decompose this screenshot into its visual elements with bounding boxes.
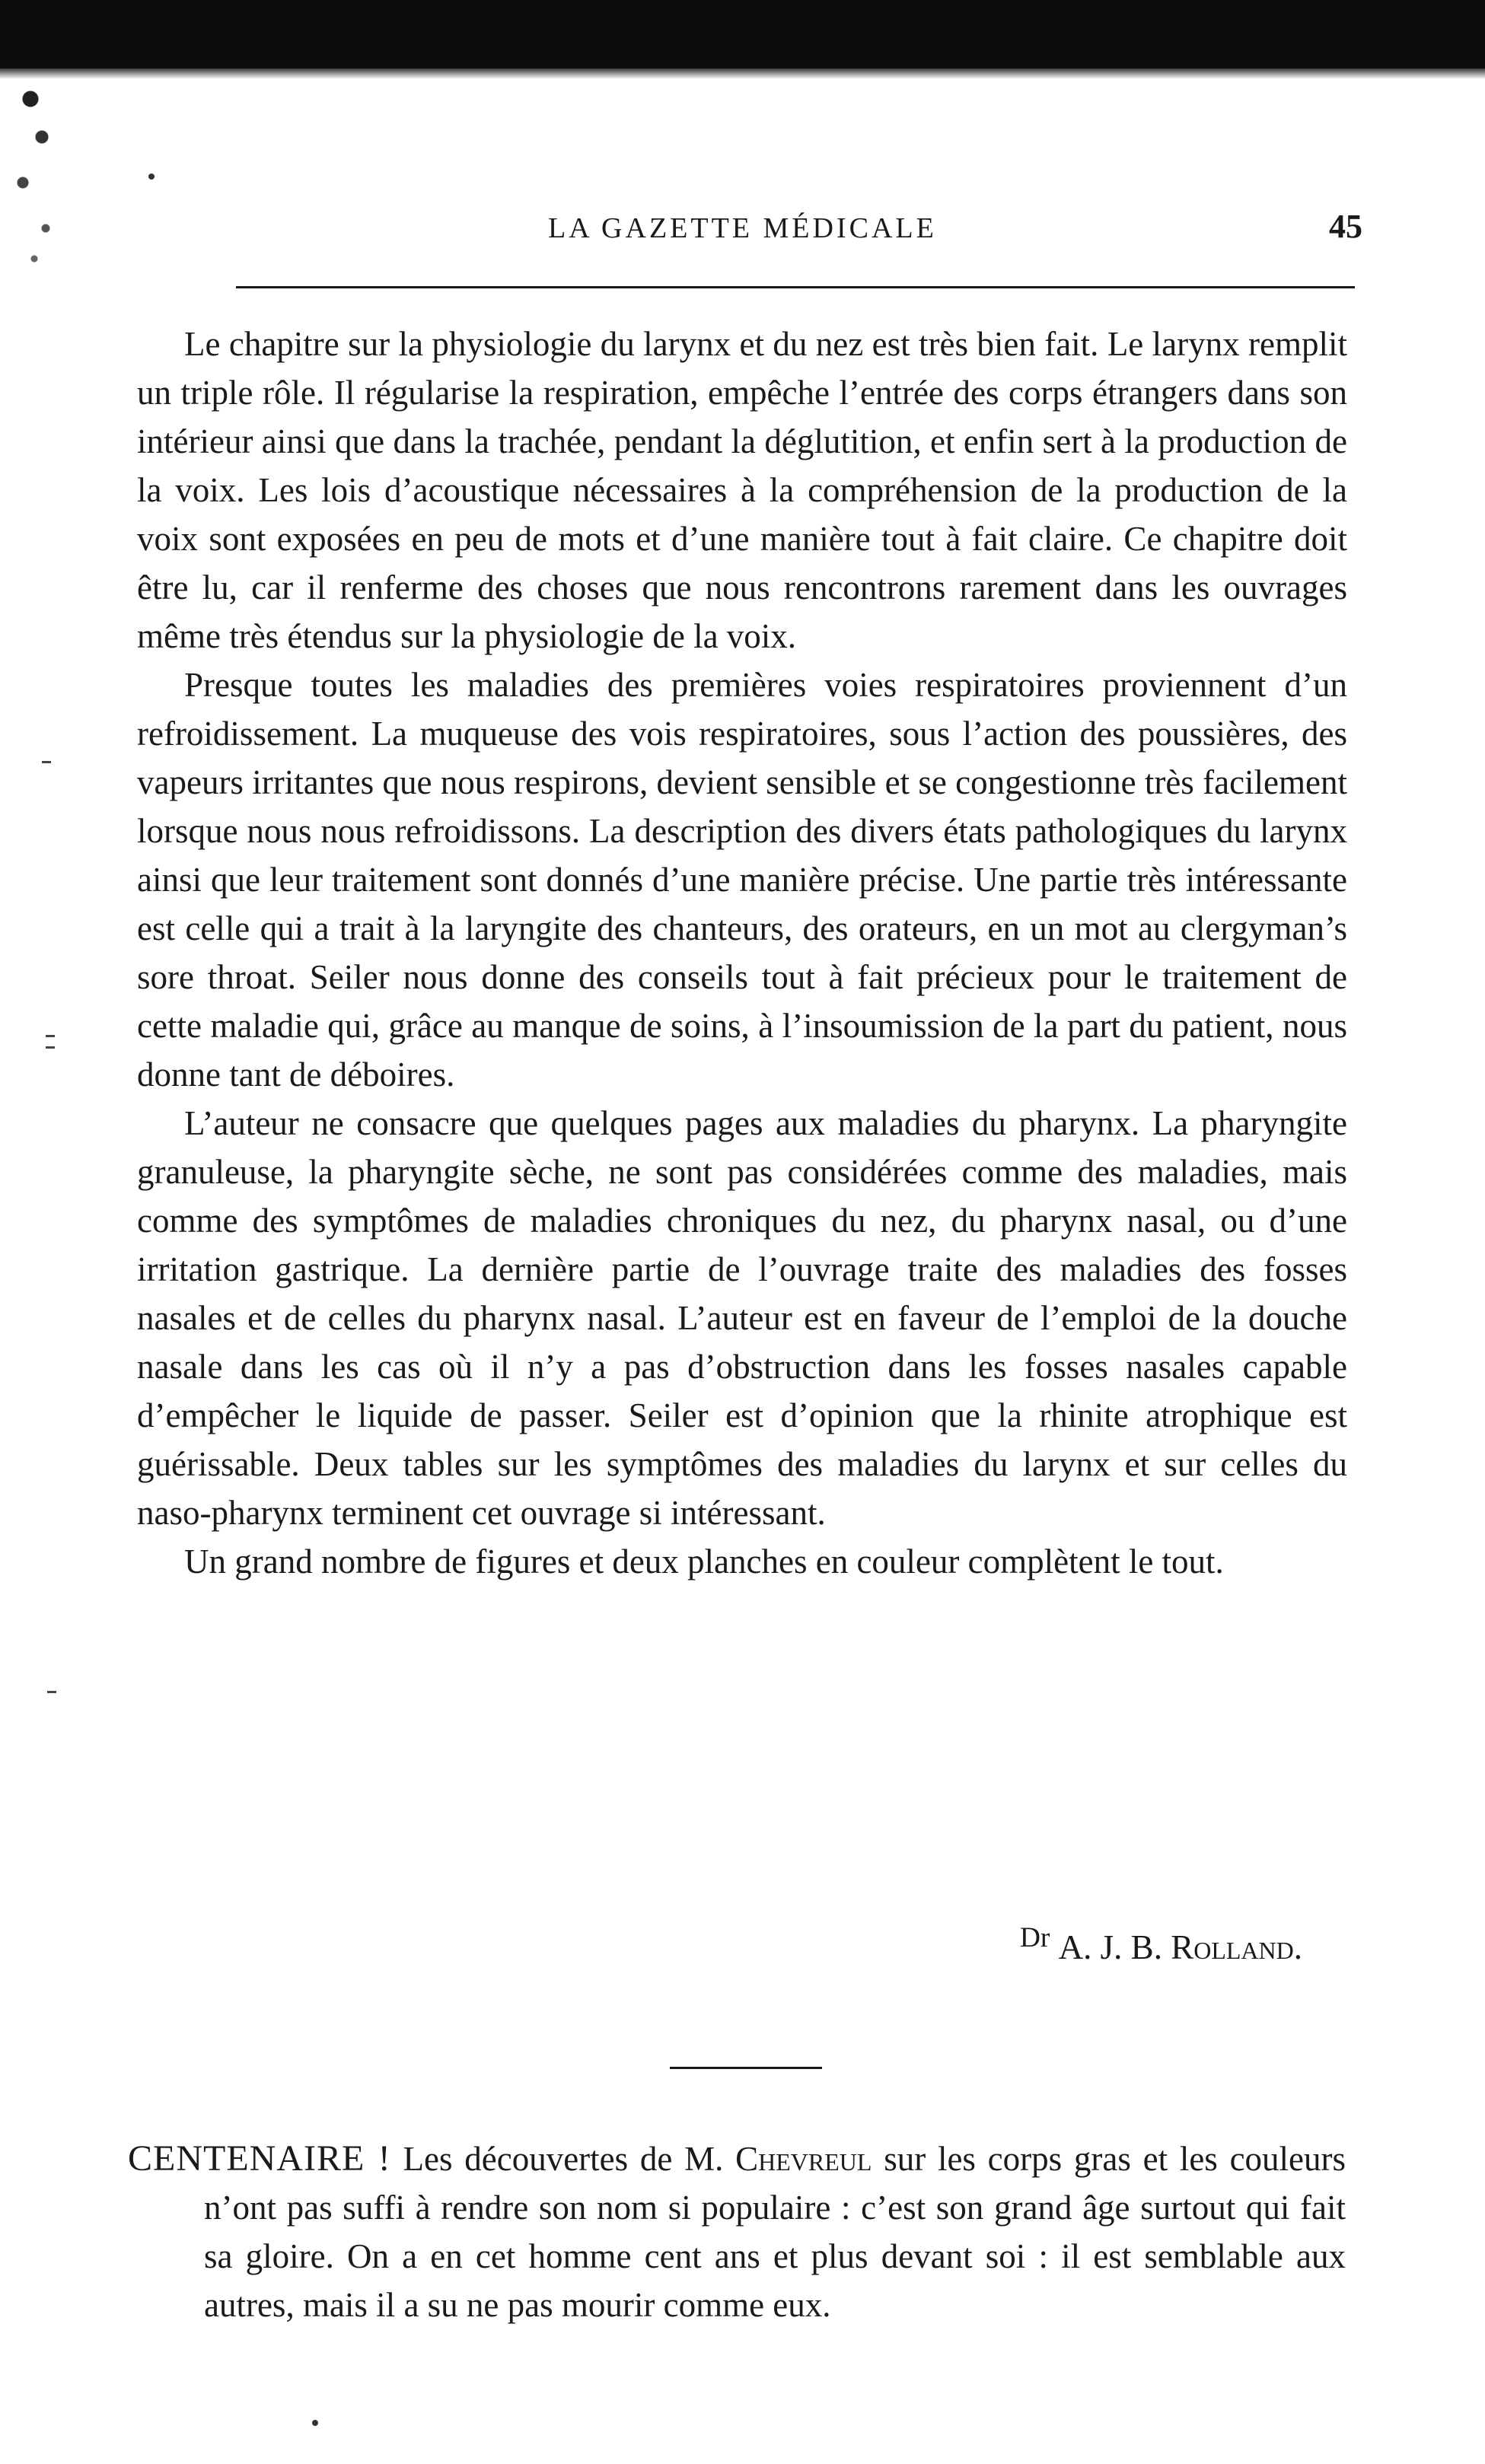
signature-title: Dr xyxy=(1019,1922,1050,1953)
margin-mark xyxy=(46,1046,55,1049)
centenaire-text-rest: sur les corps gras et les couleurs n’ont pas suffi à rendre son nom si populaire : c’est son grand âge surtout qui fait sa gloire. On a en cet homme cent ans et plus devant soi : il est semblable aux autres, mais il a su ne pas mourir comme eux. xyxy=(204,2140,1346,2324)
centenaire-text-start: Les découvertes de M. xyxy=(403,2140,724,2178)
paragraph-pharynx: L’auteur ne consacre que quelques pages aux maladies du pharynx. La pharyngite granuleuse, la pharyngite sèche, ne sont pas considérées comme des maladies, mais comme des symptômes de maladies chroniques du nez, du pharynx nasal, ou d’une irritation gastrique. La dernière partie de l’ouvrage traite des maladies des fosses nasales et de celles du pharynx nasal. L’auteur est en faveur de l’emploi de la douche nasale dans les cas où il n’y a pas d’obstruction dans les fosses nasales capable d’empêcher le liquide de passer. Seiler est d’opinion que la rhinite atrophique est guérissable. Deux tables sur les symptômes des maladies du larynx et sur celles du naso-pharynx terminent cet ouvrage si intéressant. xyxy=(137,1104,1347,1532)
paragraph-physiology: Le chapitre sur la physiologie du larynx et du nez est très bien fait. Le larynx remplit un triple rôle. Il régularise la respiration, empêche l’entrée des corps étrangers dans son intérieur ainsi que dans la trachée, pendant la déglutition, et enfin sert à la production de la voix. Les lois d’acoustique nécessaires à la compréhension de la production de la voix sont exposées en peu de mots et d’une manière tout à fait claire. Ce chapitre doit être lu, car il renferme des choses que nous rencontrons rarement dans les ouvrages même très étendus sur la physiologie de la voix. xyxy=(137,325,1347,655)
header-rule xyxy=(236,286,1355,288)
signature-name: A. J. B. Rolland. xyxy=(1058,1928,1302,1966)
journal-title: LA GAZETTE MÉDICALE xyxy=(548,212,937,244)
margin-mark xyxy=(46,1035,55,1037)
review-body xyxy=(137,320,1347,1586)
margin-mark xyxy=(47,1691,56,1693)
running-head xyxy=(228,208,1362,257)
centenaire-lead: CENTENAIRE ! xyxy=(128,2138,391,2179)
section-divider xyxy=(670,2067,822,2069)
chevreul-name: Chevreul xyxy=(735,2140,872,2178)
scan-speck xyxy=(312,2420,318,2426)
page-number: 45 xyxy=(1329,208,1362,245)
paragraph-respiratory-diseases: Presque toutes les maladies des premières voies respiratoires proviennent d’un refroidissement. La muqueuse des vois respiratoires, sous l’action des poussières, des vapeurs irritantes que nous respirons, devient sensible et se congestionne très facilement lorsque nous nous refroidissons. La description des divers états pathologiques du larynx ainsi que leur traitement sont donnés d’une manière précise. Une partie très intéressante est celle qui a trait à la laryngite des chanteurs, des orateurs, en un mot au clergyman’s sore throat. Seiler nous donne des conseils tout à fait précieux pour le traitement de cette maladie qui, grâce au manque de soins, à l’insoumission de la part du patient, nous donne tant de déboires. xyxy=(137,666,1347,1094)
author-signature xyxy=(1020,1921,1302,1967)
scan-speck xyxy=(148,173,155,180)
centenaire-paragraph xyxy=(128,2135,1346,2329)
scan-top-border xyxy=(0,0,1485,68)
paragraph-figures: Un grand nombre de figures et deux planches en couleur complètent le tout. xyxy=(184,1542,1224,1581)
margin-mark xyxy=(42,761,51,763)
centenaire-item xyxy=(128,2135,1346,2329)
scan-border-shadow xyxy=(0,68,1485,79)
scan-edge-noise xyxy=(0,76,69,274)
